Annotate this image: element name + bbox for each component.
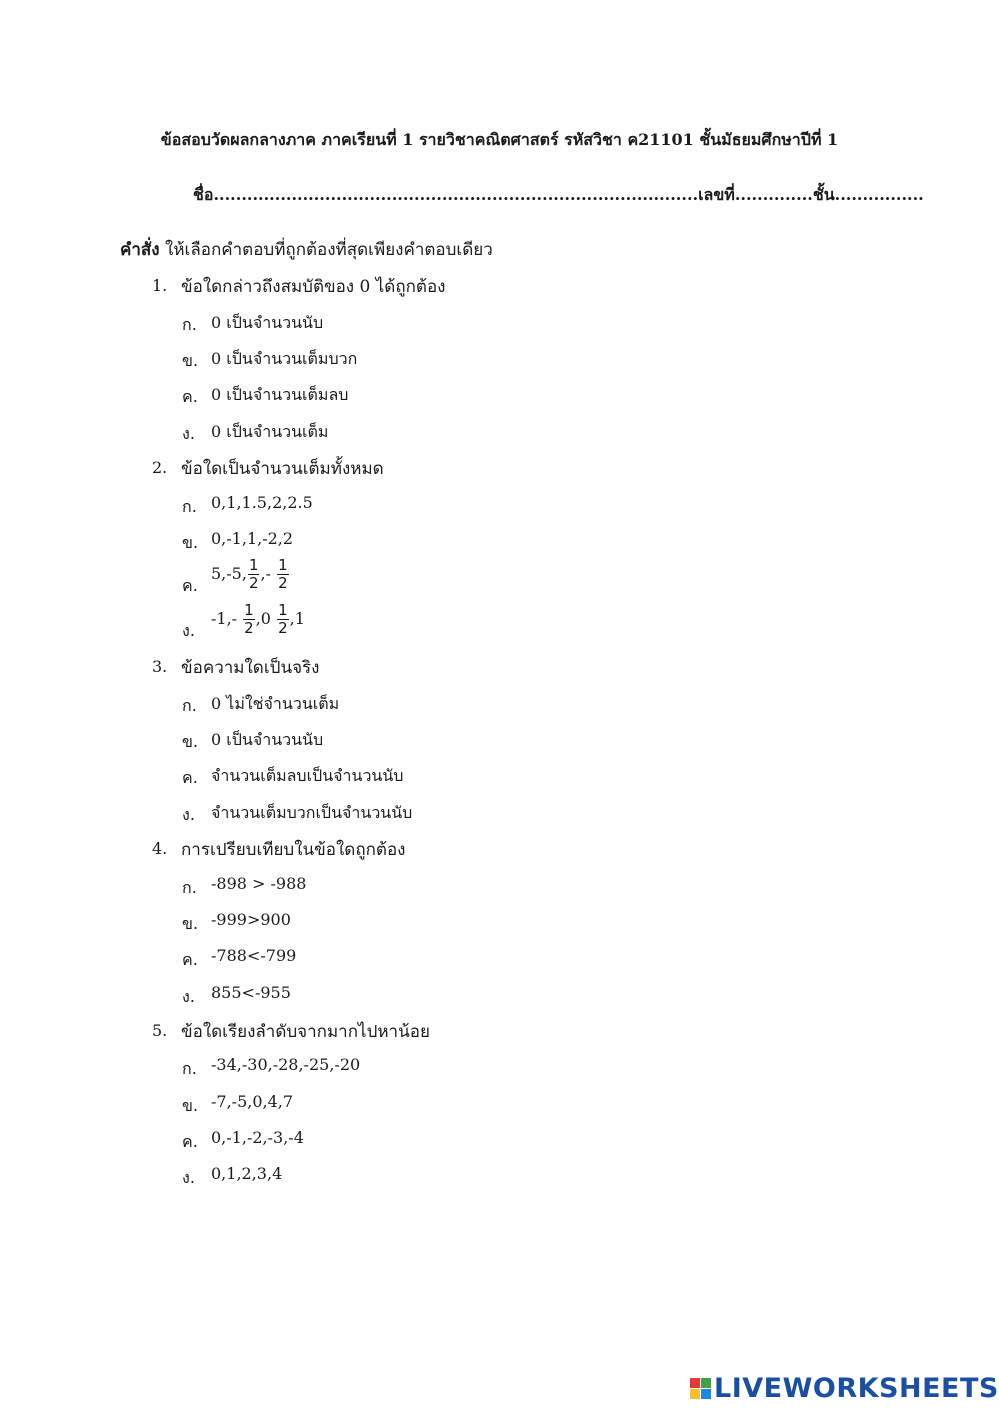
option-d-middle: ,0 bbox=[255, 609, 277, 628]
question-4-option-d-letter: ง. bbox=[182, 987, 195, 1006]
question-2-option-a[interactable]: 0,1,1.5,2,2.5 bbox=[211, 493, 313, 512]
fraction-numerator: 1 bbox=[278, 556, 288, 574]
question-1-option-d-letter: ง. bbox=[182, 424, 195, 443]
question-2-option-b-letter: ข. bbox=[182, 533, 199, 552]
fraction-denominator: 2 bbox=[278, 619, 288, 637]
question-3-option-c[interactable]: จำนวนเต็มลบเป็นจำนวนนับ bbox=[211, 766, 404, 785]
question-4-option-b[interactable]: -999>900 bbox=[211, 910, 291, 929]
question-1-text: ข้อใดกล่าวถึงสมบัติของ 0 ได้ถูกต้อง bbox=[181, 277, 446, 297]
question-4-number: 4. bbox=[152, 839, 168, 858]
instruction bbox=[120, 236, 493, 263]
instruction-label: คำสั่ง bbox=[120, 240, 160, 260]
question-5-option-a[interactable]: -34,-30,-28,-25,-20 bbox=[211, 1055, 361, 1074]
fraction-denominator: 2 bbox=[278, 574, 288, 592]
fraction-one-half bbox=[243, 602, 255, 637]
fraction-one-half bbox=[248, 557, 260, 592]
question-4-option-c-letter: ค. bbox=[182, 950, 198, 969]
question-2-option-a-letter: ก. bbox=[182, 497, 197, 516]
question-5-option-b-letter: ข. bbox=[182, 1096, 199, 1115]
name-number-class-line: ชื่อ.......................................................................................เลขที่..............ชั้น................ bbox=[193, 185, 924, 204]
option-d-suffix: ,1 bbox=[289, 609, 305, 628]
question-3-option-b-letter: ข. bbox=[182, 732, 199, 751]
question-1-option-b[interactable]: 0 เป็นจำนวนเต็มบวก bbox=[211, 349, 358, 368]
question-1-option-a-letter: ก. bbox=[182, 315, 197, 334]
question-3-option-c-letter: ค. bbox=[182, 768, 198, 787]
question-2-number: 2. bbox=[152, 458, 168, 477]
logo-mark-icon bbox=[690, 1378, 712, 1400]
question-3-option-d-letter: ง. bbox=[182, 805, 195, 824]
question-1-option-b-letter: ข. bbox=[182, 351, 199, 370]
question-5-option-d[interactable]: 0,1,2,3,4 bbox=[211, 1164, 283, 1183]
option-d-prefix: -1,- bbox=[211, 609, 243, 628]
question-5-option-c[interactable]: 0,-1,-2,-3,-4 bbox=[211, 1128, 304, 1147]
fraction-numerator: 1 bbox=[248, 556, 259, 574]
question-4-option-b-letter: ข. bbox=[182, 914, 199, 933]
question-2-option-d-letter: ง. bbox=[182, 621, 195, 640]
question-2-option-d[interactable] bbox=[211, 602, 305, 637]
question-1-option-d[interactable]: 0 เป็นจำนวนเต็ม bbox=[211, 422, 329, 441]
liveworksheets-logo[interactable] bbox=[690, 1373, 999, 1404]
exam-title: ข้อสอบวัดผลกลางภาค ภาคเรียนที่ 1 รายวิชาคณิตศาสตร์ รหัสวิชา ค21101 ชั้นมัธยมศึกษาปีที่ 1 bbox=[160, 130, 839, 149]
question-1-option-a[interactable]: 0 เป็นจำนวนนับ bbox=[211, 313, 324, 332]
question-2-text: ข้อใดเป็นจำนวนเต็มทั้งหมด bbox=[181, 459, 384, 479]
fraction-numerator: 1 bbox=[244, 601, 254, 619]
question-4-option-d[interactable]: 855<-955 bbox=[211, 983, 291, 1002]
question-5-option-a-letter: ก. bbox=[182, 1059, 197, 1078]
question-5-number: 5. bbox=[152, 1021, 168, 1040]
option-c-prefix: 5,-5, bbox=[211, 564, 247, 583]
question-3-option-b[interactable]: 0 เป็นจำนวนนับ bbox=[211, 730, 324, 749]
option-c-middle: ,- bbox=[260, 564, 277, 583]
question-4-option-c[interactable]: -788<-799 bbox=[211, 946, 297, 965]
question-5-option-d-letter: ง. bbox=[182, 1168, 195, 1187]
logo-text: LIVEWORKSHEETS bbox=[714, 1373, 999, 1404]
question-2-option-c[interactable] bbox=[211, 557, 290, 592]
question-2-option-b[interactable]: 0,-1,1,-2,2 bbox=[211, 529, 294, 548]
question-3-option-d[interactable]: จำนวนเต็มบวกเป็นจำนวนนับ bbox=[211, 803, 413, 822]
question-1-number: 1. bbox=[152, 276, 168, 295]
question-4-option-a[interactable]: -898 > -988 bbox=[211, 874, 307, 893]
question-4-text: การเปรียบเทียบในข้อใดถูกต้อง bbox=[181, 840, 406, 860]
question-5-text: ข้อใดเรียงลำดับจากมากไปหาน้อย bbox=[181, 1022, 430, 1042]
question-3-text: ข้อความใดเป็นจริง bbox=[181, 658, 320, 678]
question-5-option-b[interactable]: -7,-5,0,4,7 bbox=[211, 1092, 294, 1111]
fraction-numerator: 1 bbox=[278, 601, 288, 619]
fraction-denominator: 2 bbox=[244, 619, 254, 637]
fraction-denominator: 2 bbox=[248, 574, 259, 592]
fraction-one-half bbox=[277, 602, 289, 637]
question-4-option-a-letter: ก. bbox=[182, 878, 197, 897]
question-2-option-c-letter: ค. bbox=[182, 576, 198, 595]
question-1-option-c-letter: ค. bbox=[182, 387, 198, 406]
question-3-number: 3. bbox=[152, 657, 168, 676]
question-3-option-a[interactable]: 0 ไม่ใช่จำนวนเต็ม bbox=[211, 694, 340, 713]
question-1-option-c[interactable]: 0 เป็นจำนวนเต็มลบ bbox=[211, 385, 349, 404]
instruction-text: ให้เลือกคำตอบที่ถูกต้องที่สุดเพียงคำตอบเดียว bbox=[159, 240, 493, 260]
question-3-option-a-letter: ก. bbox=[182, 696, 197, 715]
question-5-option-c-letter: ค. bbox=[182, 1132, 198, 1151]
fraction-one-half bbox=[277, 557, 289, 592]
